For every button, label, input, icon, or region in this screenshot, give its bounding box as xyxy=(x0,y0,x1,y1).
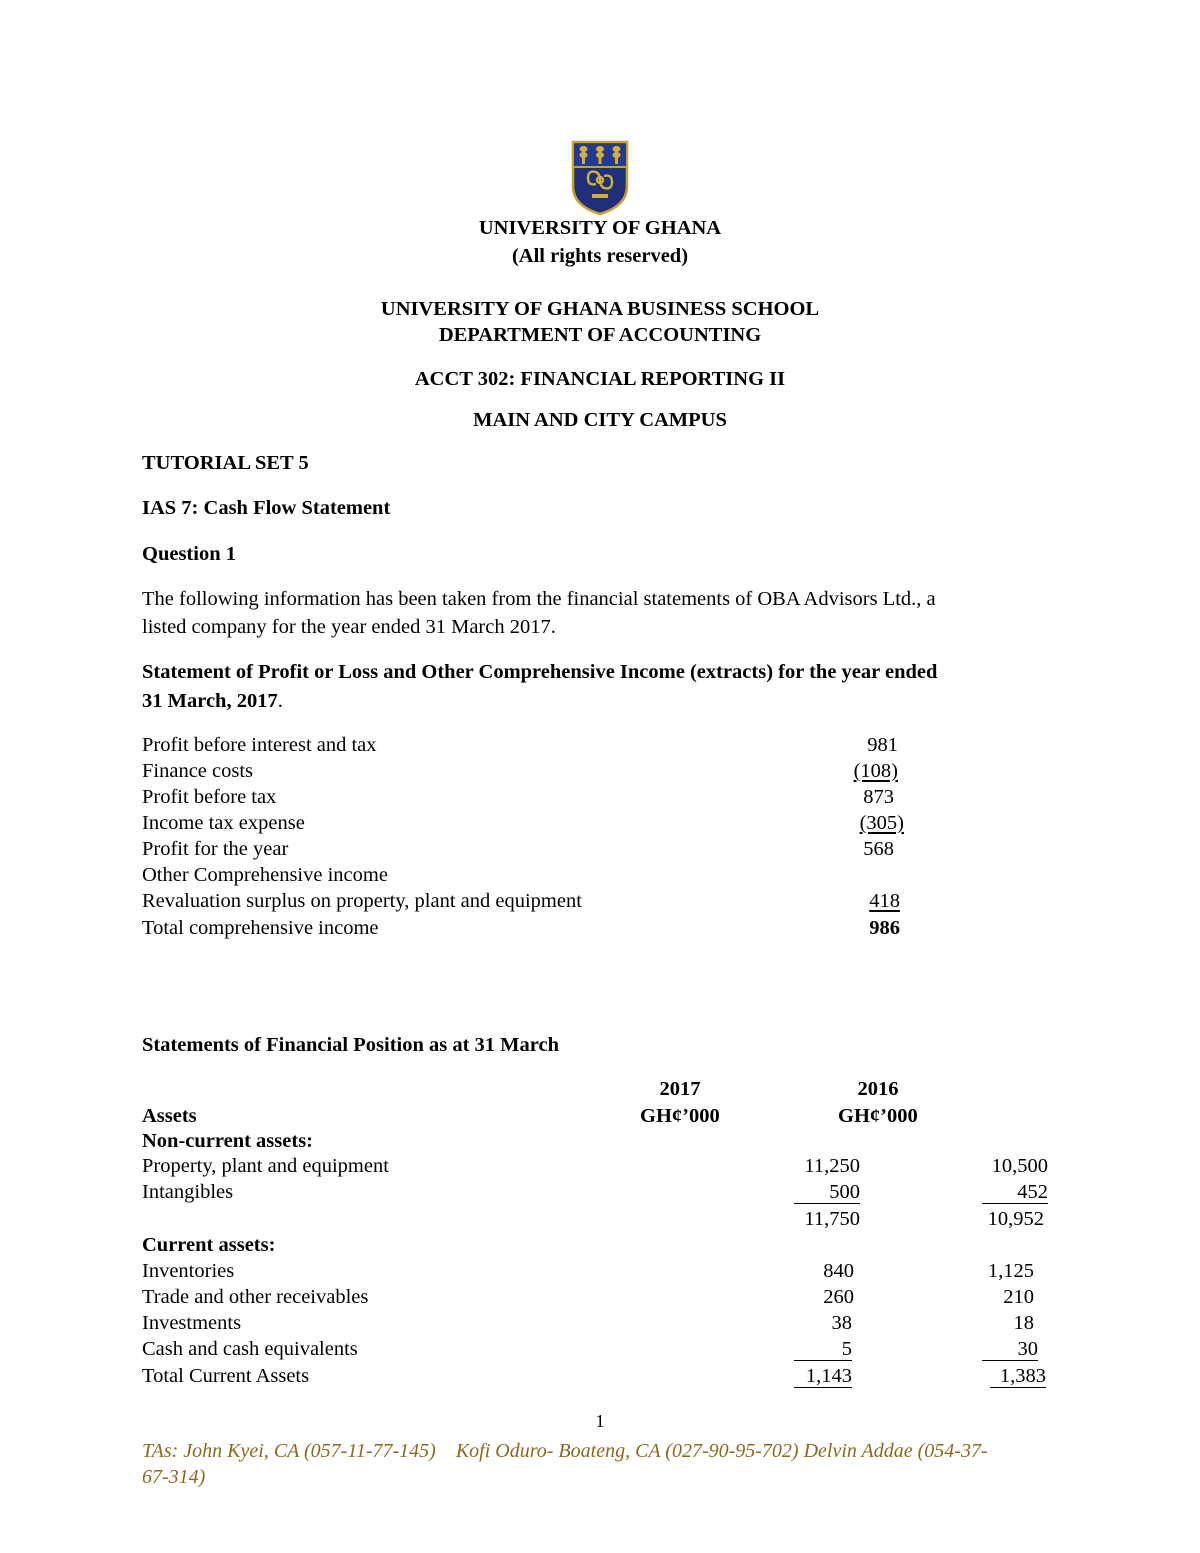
pl-row-value: (305) xyxy=(859,812,904,834)
pl-row xyxy=(142,864,1042,890)
pl-heading-line-2 xyxy=(142,690,283,713)
noncurrent-total-2016: 10,952 xyxy=(987,1208,1044,1230)
pl-row xyxy=(142,917,1042,943)
university-name: UNIVERSITY OF GHANA xyxy=(478,217,722,239)
tutorial-title: TUTORIAL SET 5 xyxy=(142,452,309,474)
sofp-row-label: Property, plant and equipment xyxy=(142,1155,389,1177)
sofp-value-2017: 11,250 xyxy=(804,1155,860,1177)
sofp-value-2016: 210 xyxy=(1003,1286,1034,1308)
sofp-value-2016: 1,125 xyxy=(987,1260,1034,1282)
sofp-value-2017: 260 xyxy=(823,1286,854,1308)
pl-row xyxy=(142,838,1042,864)
sofp-row xyxy=(142,1181,1048,1207)
currency-2016-header: GH¢’000 xyxy=(838,1105,918,1127)
footer-line-1: TAs: John Kyei, CA (057-11-77-145) Kofi Oduro- Boateng, CA (027-90-95-702) Delvin Addae (054-37- xyxy=(142,1440,988,1462)
pl-row-value: 986 xyxy=(869,917,900,939)
pl-heading-period: . xyxy=(277,690,283,712)
sofp-value-2016: 18 xyxy=(1013,1312,1034,1334)
sofp-value-2016: 10,500 xyxy=(991,1155,1048,1177)
pl-row-label: Total comprehensive income xyxy=(142,917,379,939)
sofp-subtotal-row xyxy=(142,1208,1042,1234)
pl-row-value: 981 xyxy=(867,734,898,756)
sofp-heading: Statements of Financial Position as at 31 March xyxy=(142,1034,559,1056)
question-intro-line-1: The following information has been taken from the financial statements of OBA Advisors Ltd., a xyxy=(142,588,936,610)
pl-heading-date: 31 March, 2017 xyxy=(142,690,278,712)
pl-row xyxy=(142,890,1042,916)
sofp-value-2016: 30 xyxy=(982,1338,1038,1361)
topic-title: IAS 7: Cash Flow Statement xyxy=(142,497,391,519)
currency-2017-header: GH¢’000 xyxy=(640,1105,720,1127)
sofp-row-label: Trade and other receivables xyxy=(142,1286,369,1308)
sofp-row-label: Total Current Assets xyxy=(142,1365,310,1387)
sofp-value-2017: 840 xyxy=(823,1260,854,1282)
current-total-2016: 1,383 xyxy=(990,1365,1046,1388)
footer-line-2: 67-314) xyxy=(142,1466,206,1488)
pl-row xyxy=(142,812,1042,838)
sofp-total-row xyxy=(142,1365,1046,1391)
sofp-row xyxy=(142,1286,1042,1312)
sofp-row xyxy=(142,1338,1042,1364)
pl-row-label: Finance costs xyxy=(142,760,254,782)
sofp-row xyxy=(142,1155,1048,1181)
pl-row-label: Revaluation surplus on property, plant and equipment xyxy=(142,890,582,912)
university-crest-icon xyxy=(570,140,630,216)
page-number: 1 xyxy=(595,1411,605,1431)
pl-row xyxy=(142,760,1042,786)
pl-row-label: Income tax expense xyxy=(142,812,305,834)
sofp-row-label: Intangibles xyxy=(142,1181,234,1203)
pl-row-value: (108) xyxy=(853,760,898,782)
pl-row-label: Profit for the year xyxy=(142,838,289,860)
current-heading: Current assets: xyxy=(142,1234,276,1256)
noncurrent-heading: Non-current assets: xyxy=(142,1130,313,1152)
sofp-value-2017: 38 xyxy=(831,1312,852,1334)
school-name: UNIVERSITY OF GHANA BUSINESS SCHOOL xyxy=(380,298,820,320)
sofp-value-2016: 452 xyxy=(982,1181,1048,1204)
pl-row-value: 418 xyxy=(869,890,900,912)
pl-heading-line-1: Statement of Profit or Loss and Other Comprehensive Income (extracts) for the year ended xyxy=(142,661,938,683)
course-title: ACCT 302: FINANCIAL REPORTING II xyxy=(414,368,786,390)
sofp-value-2017: 500 xyxy=(794,1181,860,1204)
pl-row-label: Profit before tax xyxy=(142,786,277,808)
pl-row-value: 568 xyxy=(863,838,894,860)
pl-row-label: Other Comprehensive income xyxy=(142,864,388,886)
pl-row xyxy=(142,786,1042,812)
sofp-value-2017: 5 xyxy=(794,1338,852,1361)
year-2016-header: 2016 xyxy=(857,1078,899,1100)
current-total-2017: 1,143 xyxy=(794,1365,852,1388)
rights-notice: (All rights reserved) xyxy=(511,245,689,267)
sofp-row xyxy=(142,1312,1042,1338)
footer-tas xyxy=(142,1438,1062,1490)
question-intro-line-2: listed company for the year ended 31 March 2017. xyxy=(142,616,556,638)
pl-row xyxy=(142,734,1042,760)
sofp-row-label: Inventories xyxy=(142,1260,235,1282)
campus-name: MAIN AND CITY CAMPUS xyxy=(473,409,727,431)
assets-label: Assets xyxy=(142,1105,197,1127)
pl-row-value: 873 xyxy=(863,786,894,808)
question-heading: Question 1 xyxy=(142,543,236,565)
sofp-row xyxy=(142,1260,1042,1286)
department-name: DEPARTMENT OF ACCOUNTING xyxy=(438,324,762,346)
pl-row-label: Profit before interest and tax xyxy=(142,734,377,756)
sofp-row-label: Investments xyxy=(142,1312,242,1334)
sofp-row-label: Cash and cash equivalents xyxy=(142,1338,358,1360)
year-2017-header: 2017 xyxy=(659,1078,701,1100)
noncurrent-total-2017: 11,750 xyxy=(804,1208,860,1230)
